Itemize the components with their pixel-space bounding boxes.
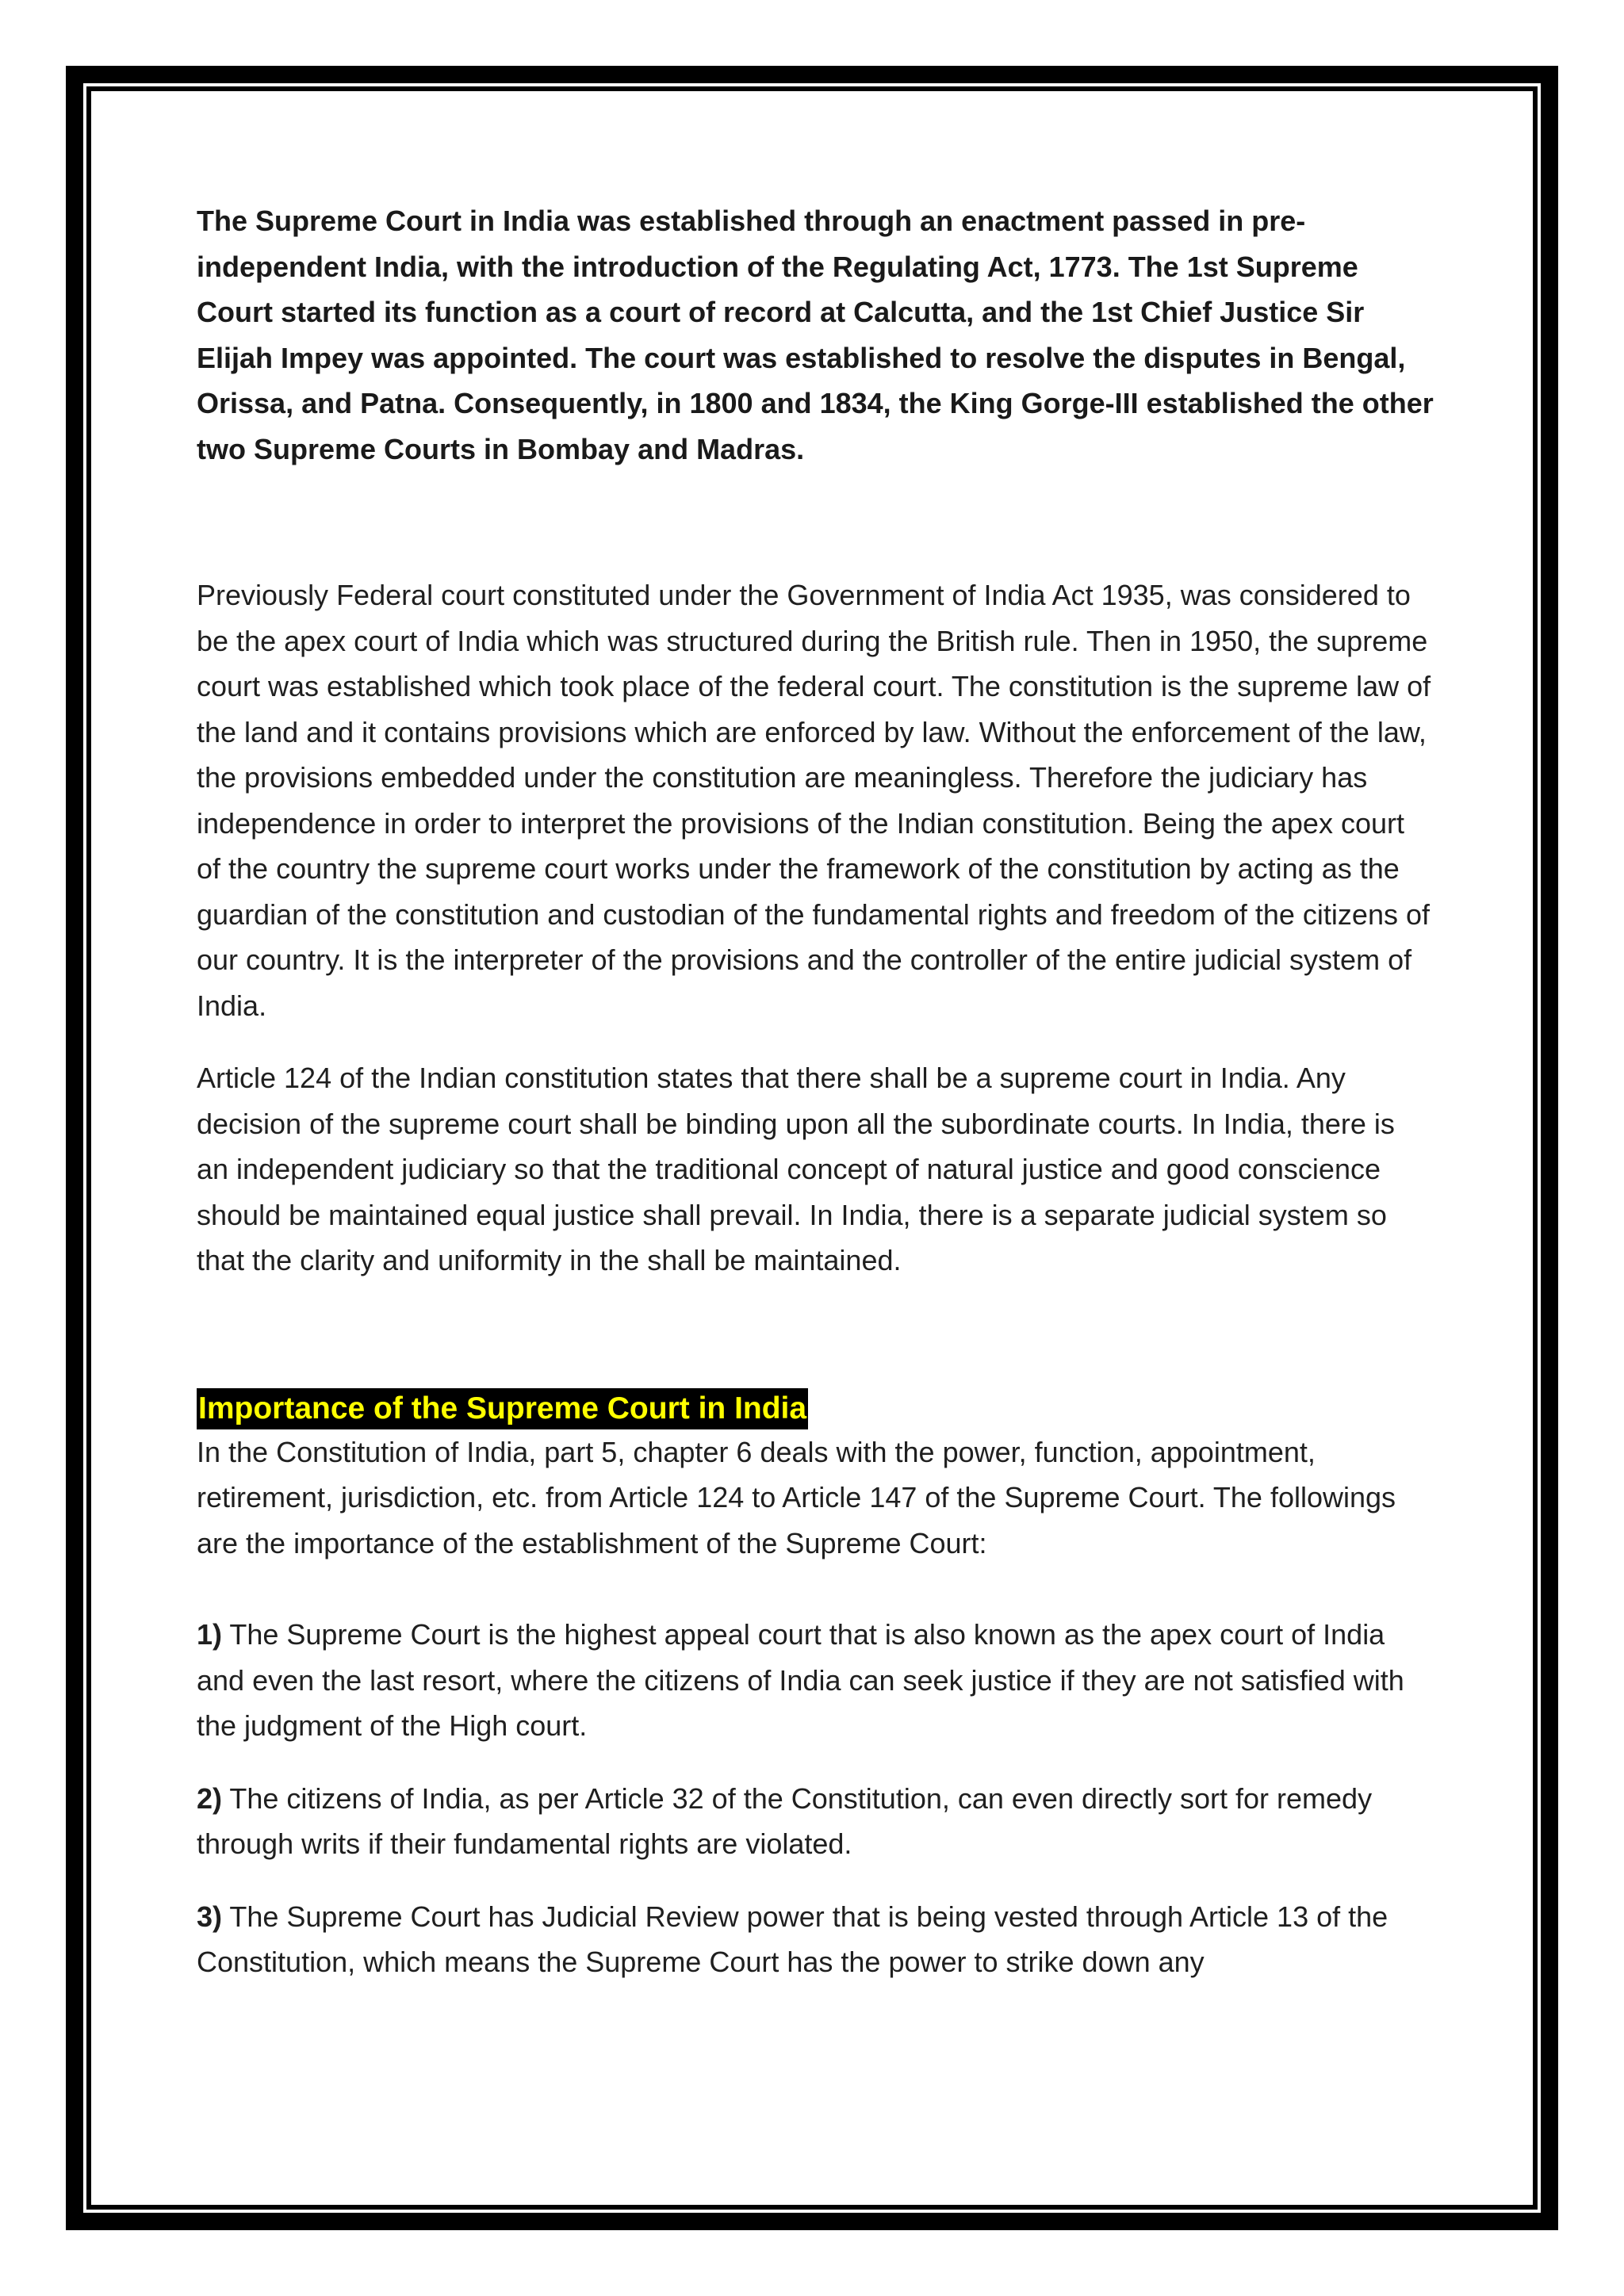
list-item-text: The Supreme Court has Judicial Review power that is being vested through Article 13 of the Constitution, which means the Supreme Court has the power to strike down any <box>197 1900 1388 1978</box>
list-item <box>197 1612 1434 1749</box>
list-item <box>197 1776 1434 1867</box>
section-intro-paragraph: In the Constitution of India, part 5, chapter 6 deals with the power, function, appointment, retirement, jurisdiction, etc. from Article 124 to Article 147 of the Supreme Court. The followings are the importance of the establishment of the Supreme Court: <box>197 1435 1396 1559</box>
list-item-text: The Supreme Court is the highest appeal court that is also known as the apex court of India and even the last resort, where the citizens of India can seek justice if they are not satisfied with the judgment of the High court. <box>197 1618 1404 1742</box>
list-item-number: 3) <box>197 1900 223 1933</box>
list-item-text: The citizens of India, as per Article 32 of the Constitution, can even directly sort for remedy through writs if their fundamental rights are violated. <box>197 1781 1373 1860</box>
list-item <box>197 1894 1434 1985</box>
paragraph-federal-court: Previously Federal court constituted under the Government of India Act 1935, was considered to be the apex court of India which was structured during the British rule. Then in 1950, the supreme court was established which took place of the federal court. The constitution is the supreme law of the land and it contains provisions which are enforced by law. Without the enforcement of the law, the provisions embedded under the constitution are meaningless. Therefore the judiciary has independence in order to interpret the provisions of the Indian constitution. Being the apex court of the country the supreme court works under the framework of the constitution by acting as the guardian of the constitution and custodian of the fundamental rights and freedom of the citizens of our country. It is the interpreter of the provisions and the controller of the entire judicial system of India. <box>197 579 1431 1022</box>
paragraph-article-124: Article 124 of the Indian constitution states that there shall be a supreme court in India. Any decision of the supreme court shall be binding upon all the subordinate courts. In India, there is an independent judiciary so that the traditional concept of natural justice and good conscience should be maintained equal justice shall prevail. In India, there is a separate judicial system so that the clarity and uniformity in the shall be maintained. <box>197 1062 1395 1276</box>
section-heading: Importance of the Supreme Court in India <box>197 1388 808 1429</box>
list-item-number: 1) <box>197 1618 223 1651</box>
list-item-number: 2) <box>197 1781 223 1815</box>
document-body <box>197 198 1434 1985</box>
intro-paragraph: The Supreme Court in India was established through an enactment passed in pre-independent India, with the introduction of the Regulating Act, 1773. The 1st Supreme Court started its function as a court of record at Calcutta, and the 1st Chief Justice Sir Elijah Impey was appointed. The court was established to resolve the disputes in Bengal, Orissa, and Patna. Consequently, in 1800 and 1834, the King Gorge-III established the other two Supreme Courts in Bombay and Madras. <box>197 205 1434 465</box>
